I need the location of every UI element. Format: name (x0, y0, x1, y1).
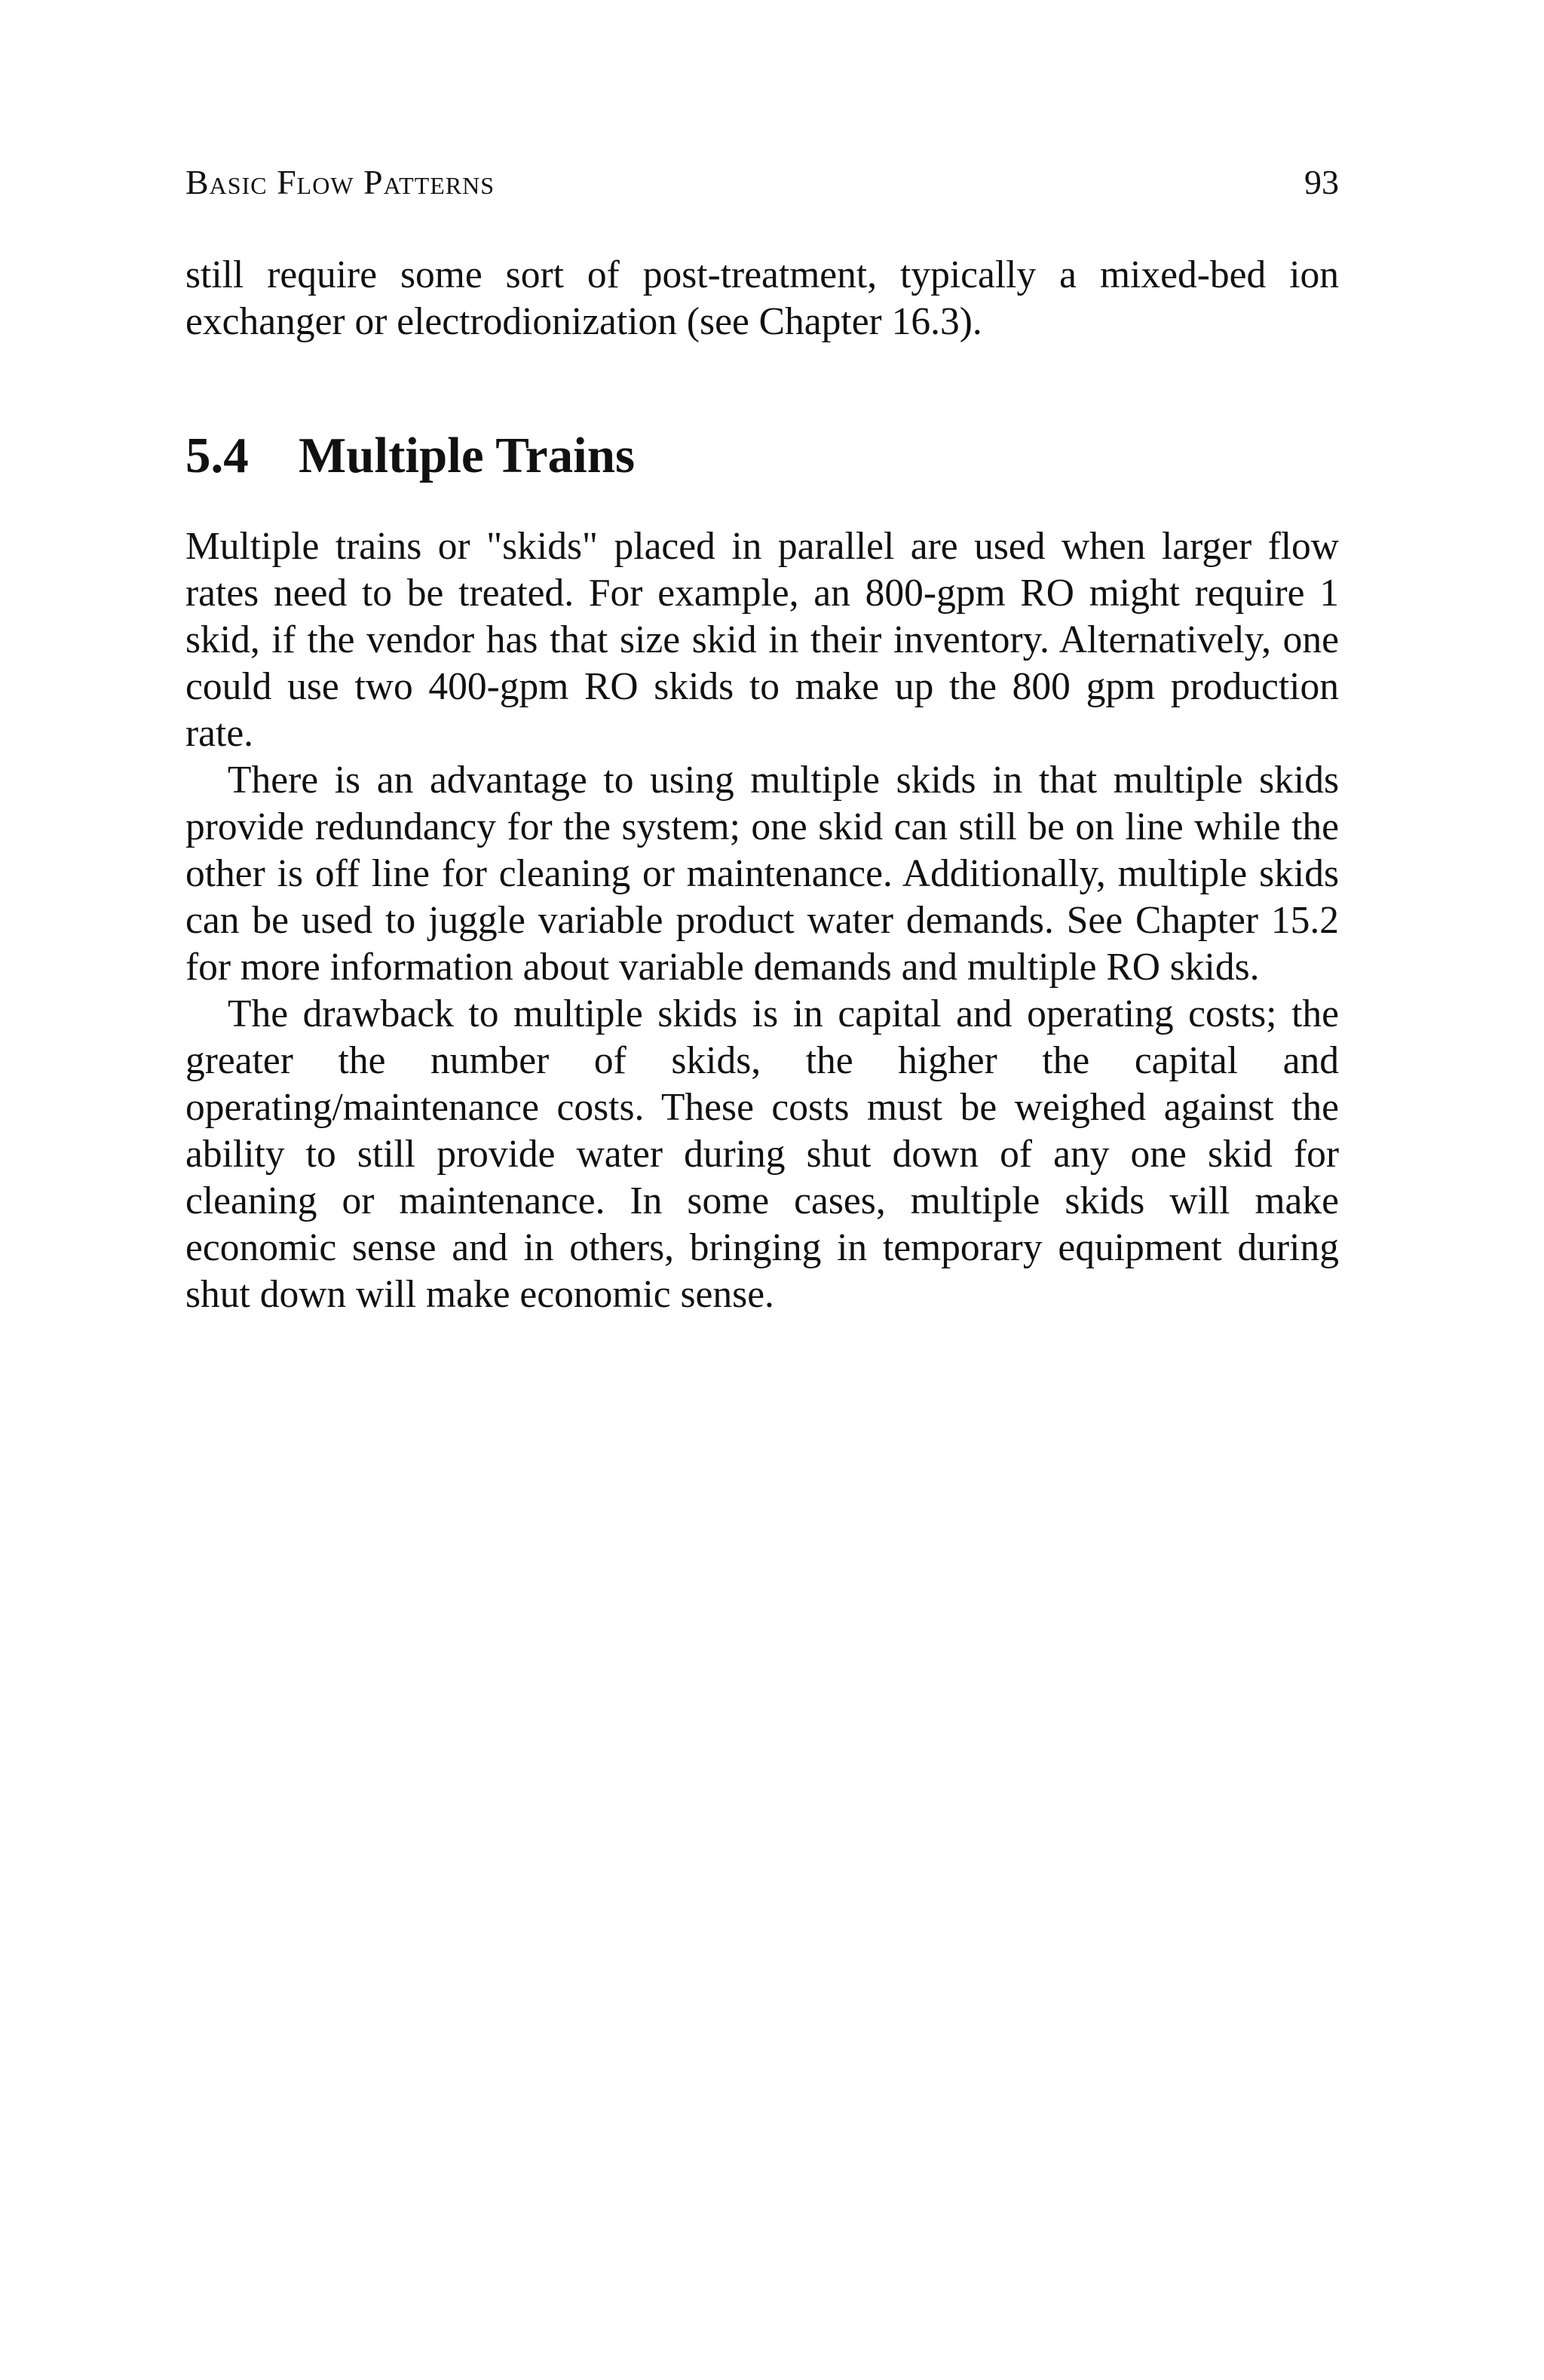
page-number: 93 (1304, 163, 1339, 201)
section-heading (185, 425, 635, 486)
running-head (185, 160, 1339, 205)
book-page (185, 0, 1339, 2380)
section-body (185, 523, 1339, 1318)
intro-block (185, 252, 1339, 345)
section-paragraph: The drawback to multiple skids is in capital and operating costs; the greater the number of skids, the higher the capital and operating/maintenance costs. These costs must be weighed against the ability to still provide water during shut down of any one skid for cleaning or maintenance. In some cases, multiple skids will make economic sense and in others, bringing in temporary equipment during shut down will make economic sense. (185, 992, 1339, 1316)
section-paragraph: There is an advantage to using multiple skids in that multiple skids provide redundancy for the system; one skid can still be on line while the other is off line for cleaning or maintenance. Additionally, multiple skids can be used to juggle variable product water demands. See Chapter 15.2 for more information about variable demands and multiple RO skids. (185, 759, 1339, 989)
section-paragraph: Multiple trains or "skids" placed in parallel are used when larger flow rates need to be treated. For example, an 800-gpm RO might require 1 skid, if the vendor has that size skid in their inventory. Alternatively, one could use two 400-gpm RO skids to make up the 800 gpm production rate. (185, 525, 1339, 755)
intro-paragraph: still require some sort of post-treatment, typically a mixed-bed ion exchanger or electrodionization (see Chapter 16.3). (185, 253, 1339, 343)
section-number: 5.4 (185, 428, 249, 483)
section-title: Multiple Trains (299, 428, 636, 483)
running-head-title: Basic Flow Patterns (185, 163, 495, 201)
